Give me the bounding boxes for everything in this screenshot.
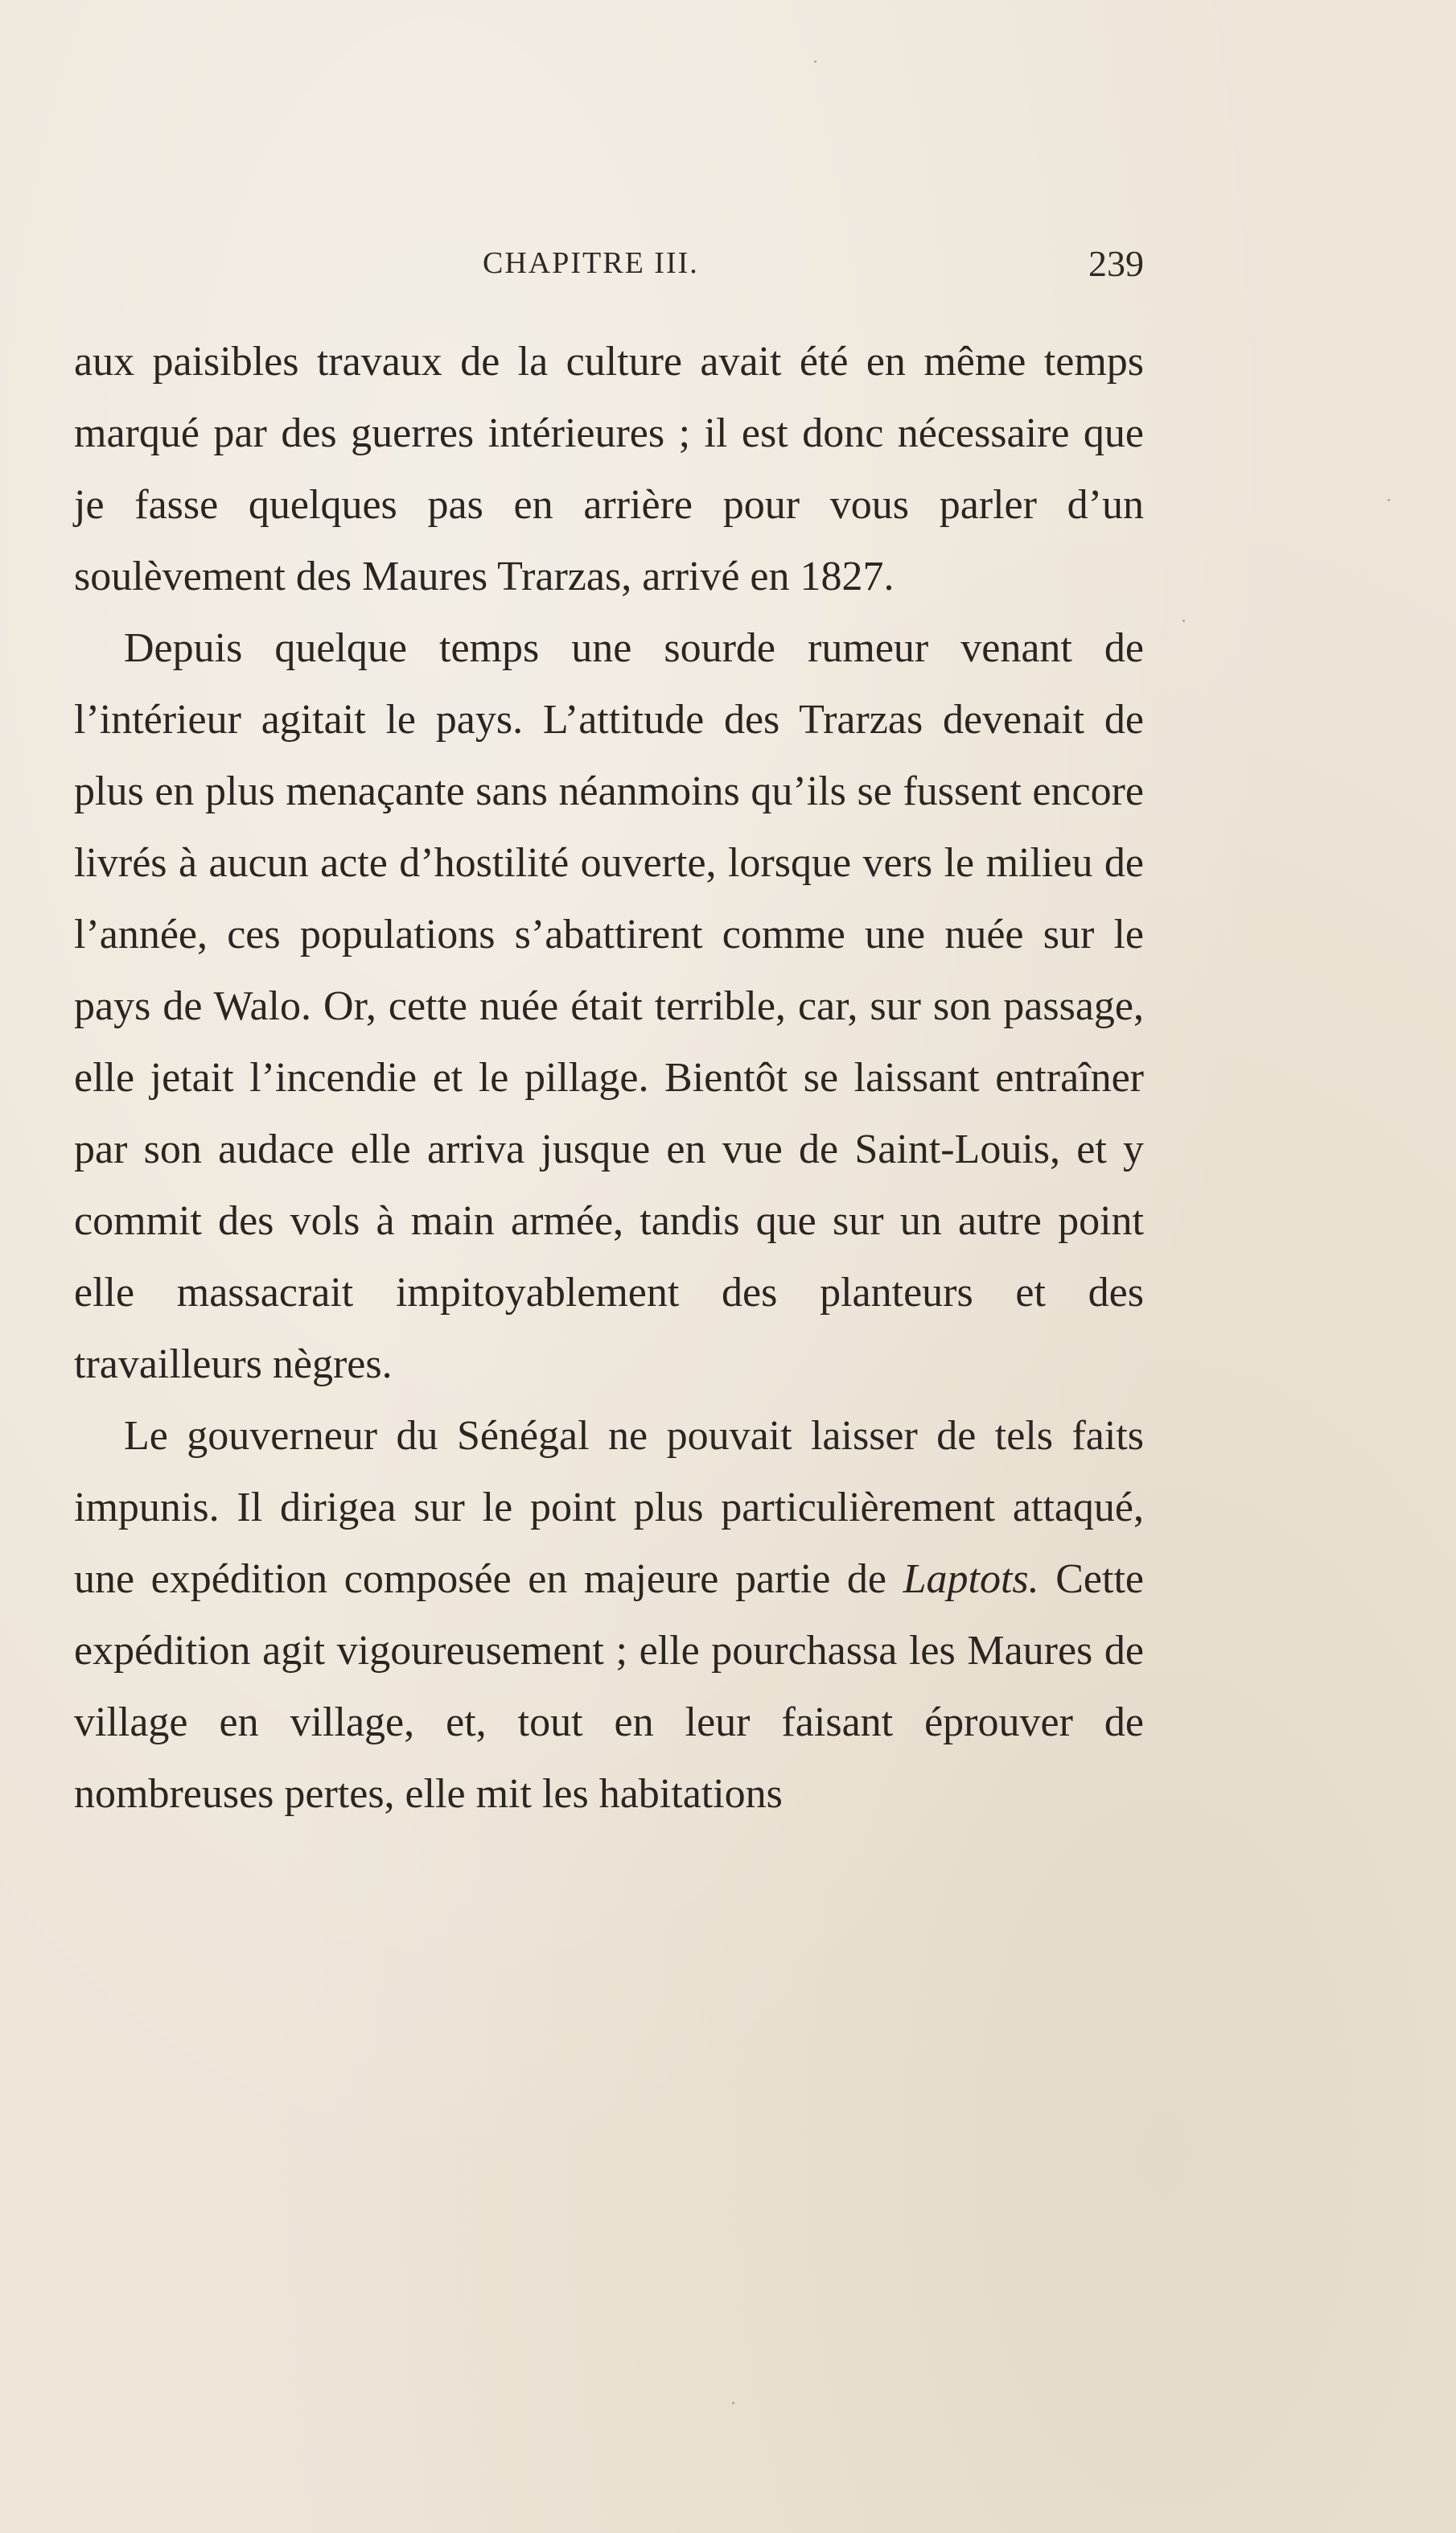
paragraph-2 xyxy=(74,612,1144,1400)
paragraph-3-text-start: Le gouverneur du Sénégal ne pouvait laisser de tels faits impunis. Il dirigea sur le point plus particulièrement attaqué, une expédition composée en majeure partie de xyxy=(74,1413,1144,1602)
paragraph-2-text: Depuis quelque temps une sourde rumeur venant de l’intérieur agitait le pays. L’attitude des Trarzas devenait de plus en plus menaçante sans néanmoins qu’ils se fussent encore livrés à aucun acte d’hostilité ouverte, lorsque vers le milieu de l’année, ces populations s’abattirent comme une nuée sur le pays de Walo. Or, cette nuée était terrible, car, sur son passage, elle jetait l’incendie et le pillage. Bientôt se laissant entraîner par son audace elle arriva jusque en vue de Saint-Louis, et y commit des vols à main armée, tandis que sur un autre point elle massacrait impitoyablement des planteurs et des travailleurs nègres. xyxy=(74,625,1144,1387)
italic-term-laptots: Laptots. xyxy=(903,1556,1039,1602)
paragraph-3 xyxy=(74,1400,1144,1830)
body-text xyxy=(74,326,1144,1830)
chapter-title: CHAPITRE III. xyxy=(483,246,699,280)
paragraph-1-text: aux paisibles travaux de la culture avait été en même temps marqué par des guerres intérieures ; il est donc nécessaire que je fasse quelques pas en arrière pour vous parler d’un soulèvement des Maures Trarzas, arrivé en 1827. xyxy=(74,339,1144,599)
paper-speck xyxy=(1182,620,1185,622)
running-head xyxy=(74,245,1144,294)
paragraph-3-text-end: Cette expédition agit vigoureusement ; elle pourchassa les Maures de village en village, et, tout en leur faisant éprouver de nombreuses pertes, elle mit les habitations xyxy=(74,1556,1144,1817)
paragraph-1 xyxy=(74,326,1144,612)
paper-speck xyxy=(1388,499,1390,501)
page-number: 239 xyxy=(1088,243,1144,284)
paper-speck xyxy=(814,60,816,63)
paper-speck xyxy=(732,2402,734,2404)
